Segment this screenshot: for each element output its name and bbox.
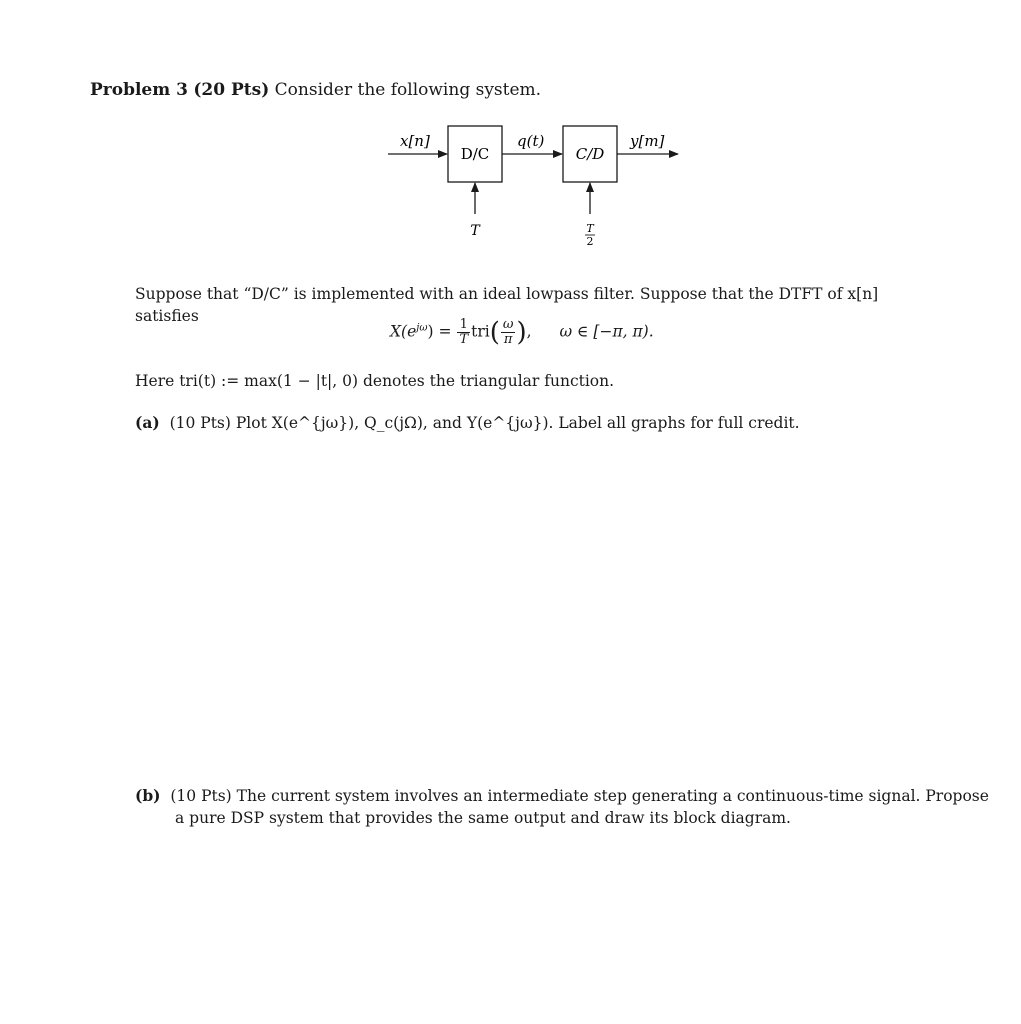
eq-inner-den: π [503,332,513,347]
eq-lhs-close: ) = [427,322,452,341]
problem-label: Problem 3 [90,80,188,100]
problem-intro: Consider the following system. [274,80,542,100]
tri-definition: Here tri(t) := max(1 − |t|, 0) denotes the triangular function. [135,372,615,390]
suppose-line-1: Suppose that “D/C” is implemented with an ideal lowpass filter. Suppose that the DTFT of x[n] [135,285,879,303]
input-label: x[n] [400,132,430,150]
eq-frac-num: 1 [457,318,470,333]
part-a [135,412,995,434]
part-a-text: (10 Pts) Plot X(e^{jω}), Q_c(jΩ), and Y(e^{jω}). Label all graphs for full credit. [169,414,800,432]
problem-heading [90,80,541,100]
dc-block-label: D/C [460,145,490,163]
suppose-line-2: satisfies [135,307,199,325]
eq-func: tri [471,322,490,341]
eq-lhs: X(e [390,322,417,341]
eq-domain: ω ∈ [−π, π). [559,322,654,341]
part-a-label: (a) [135,413,160,432]
eq-frac-den: T [459,332,469,347]
period-label-1: T [470,223,480,239]
period-label-2-den: 2 [586,235,594,248]
eq-inner-num: ω [502,317,514,332]
eq-inner-fraction [501,318,516,347]
output-label: y[m] [630,132,665,150]
part-b-label: (b) [135,786,161,805]
problem-points: (20 Pts) [193,80,270,100]
cd-block-label: C/D [575,145,605,163]
system-block-diagram [380,122,700,262]
mid-label: q(t) [517,132,545,150]
eq-lhs-sup: jω [416,322,428,334]
part-b [135,785,995,829]
period-label-2-num: T [586,222,594,235]
eq-fraction [457,318,470,347]
part-b-text: (10 Pts) The current system involves an intermediate step generating a continuous-time signal. Propose a pure DSP system that provides the same output and draw its block diagram. [170,787,989,827]
